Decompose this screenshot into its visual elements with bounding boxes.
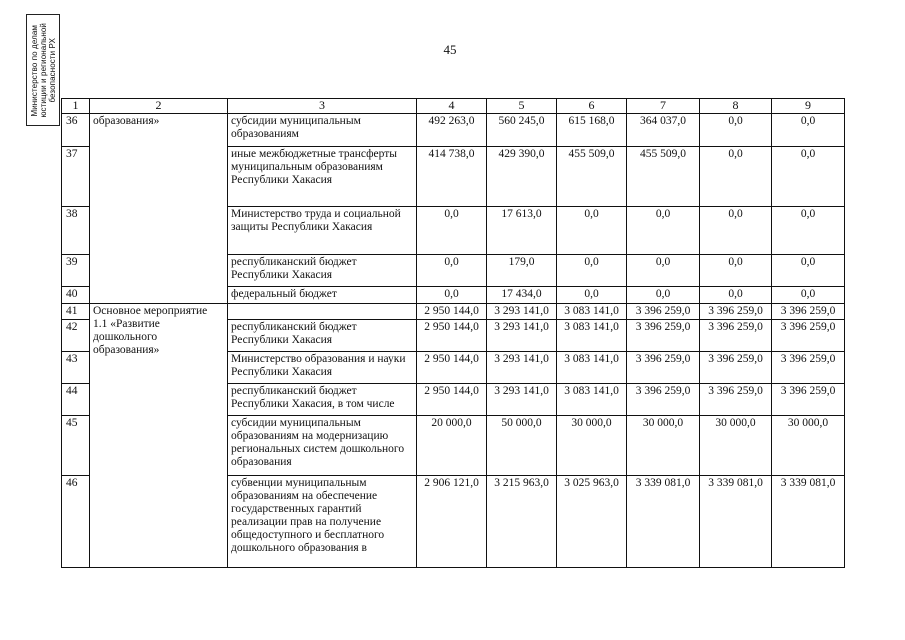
- value-cell: 3 396 259,0: [772, 320, 845, 352]
- value-cell: 50 000,0: [487, 416, 557, 476]
- row-number: 36: [62, 114, 90, 147]
- value-cell: 0,0: [700, 255, 772, 287]
- value-cell: 3 083 141,0: [557, 352, 627, 384]
- budget-table: [61, 98, 845, 568]
- value-cell: 492 263,0: [417, 114, 487, 147]
- value-cell: 2 950 144,0: [417, 352, 487, 384]
- row-number: 41: [62, 304, 90, 320]
- value-cell: 3 339 081,0: [627, 476, 700, 568]
- row-number: 40: [62, 287, 90, 304]
- value-cell: 0,0: [557, 287, 627, 304]
- value-cell: 3 025 963,0: [557, 476, 627, 568]
- row-number: 43: [62, 352, 90, 384]
- value-cell: 3 396 259,0: [700, 320, 772, 352]
- value-cell: 0,0: [772, 114, 845, 147]
- value-cell: 30 000,0: [700, 416, 772, 476]
- header-cell: 8: [700, 99, 772, 114]
- stamp-line: безопасности РХ: [47, 37, 57, 103]
- value-cell: 3 396 259,0: [627, 384, 700, 416]
- stamp-text: [30, 23, 57, 118]
- row-number: 44: [62, 384, 90, 416]
- table-row: [62, 114, 845, 147]
- header-row: [62, 99, 845, 114]
- value-cell: 0,0: [557, 255, 627, 287]
- group-label: Основное мероприятие 1.1 «Развитие дошкольного образования»: [90, 304, 228, 568]
- value-cell: 3 396 259,0: [627, 320, 700, 352]
- value-cell: 455 509,0: [557, 147, 627, 207]
- value-cell: 3 293 141,0: [487, 304, 557, 320]
- row-number: 39: [62, 255, 90, 287]
- value-cell: 3 396 259,0: [700, 304, 772, 320]
- value-cell: 0,0: [417, 255, 487, 287]
- row-description: федеральный бюджет: [228, 287, 417, 304]
- value-cell: 2 950 144,0: [417, 304, 487, 320]
- header-cell: 6: [557, 99, 627, 114]
- value-cell: 2 906 121,0: [417, 476, 487, 568]
- header-cell: 5: [487, 99, 557, 114]
- row-description: субвенции муниципальным образованиям на обеспечение государственных гарантий реализации прав на получение общедоступного и бесплатного дошкольного образования в: [228, 476, 417, 568]
- value-cell: 2 950 144,0: [417, 384, 487, 416]
- value-cell: 0,0: [417, 287, 487, 304]
- stamp-line: Министерство по делам: [29, 24, 39, 116]
- row-description: республиканский бюджет Республики Хакасия, в том числе: [228, 384, 417, 416]
- value-cell: 2 950 144,0: [417, 320, 487, 352]
- value-cell: 364 037,0: [627, 114, 700, 147]
- value-cell: 3 293 141,0: [487, 384, 557, 416]
- row-description: республиканский бюджет Республики Хакасия: [228, 320, 417, 352]
- group-label: образования»: [90, 114, 228, 304]
- row-number: 38: [62, 207, 90, 255]
- value-cell: 0,0: [700, 287, 772, 304]
- value-cell: 3 083 141,0: [557, 304, 627, 320]
- value-cell: 3 293 141,0: [487, 352, 557, 384]
- value-cell: 0,0: [772, 287, 845, 304]
- row-description: [228, 304, 417, 320]
- header-cell: 4: [417, 99, 487, 114]
- value-cell: 17 434,0: [487, 287, 557, 304]
- value-cell: 414 738,0: [417, 147, 487, 207]
- value-cell: 3 396 259,0: [627, 352, 700, 384]
- value-cell: 0,0: [700, 114, 772, 147]
- value-cell: 0,0: [772, 255, 845, 287]
- value-cell: 3 293 141,0: [487, 320, 557, 352]
- value-cell: 3 083 141,0: [557, 384, 627, 416]
- value-cell: 0,0: [772, 147, 845, 207]
- value-cell: 3 215 963,0: [487, 476, 557, 568]
- value-cell: 179,0: [487, 255, 557, 287]
- value-cell: 3 396 259,0: [627, 304, 700, 320]
- header-cell: 3: [228, 99, 417, 114]
- value-cell: 3 396 259,0: [772, 384, 845, 416]
- value-cell: 455 509,0: [627, 147, 700, 207]
- row-number: 46: [62, 476, 90, 568]
- value-cell: 3 083 141,0: [557, 320, 627, 352]
- value-cell: 0,0: [700, 147, 772, 207]
- header-cell: 7: [627, 99, 700, 114]
- value-cell: 30 000,0: [557, 416, 627, 476]
- row-number: 37: [62, 147, 90, 207]
- value-cell: 3 396 259,0: [700, 384, 772, 416]
- value-cell: 3 339 081,0: [700, 476, 772, 568]
- row-number: 45: [62, 416, 90, 476]
- value-cell: 3 396 259,0: [700, 352, 772, 384]
- value-cell: 0,0: [627, 207, 700, 255]
- row-description: Министерство образования и науки Республики Хакасия: [228, 352, 417, 384]
- value-cell: 3 396 259,0: [772, 304, 845, 320]
- row-description: субсидии муниципальным образованиям на модернизацию региональных систем дошкольного образования: [228, 416, 417, 476]
- row-description: иные межбюджетные трансферты муниципальным образованиям Республики Хакасия: [228, 147, 417, 207]
- row-number: 42: [62, 320, 90, 352]
- row-description: субсидии муниципальным образованиям: [228, 114, 417, 147]
- value-cell: 3 396 259,0: [772, 352, 845, 384]
- value-cell: 0,0: [417, 207, 487, 255]
- header-cell: 1: [62, 99, 90, 114]
- value-cell: 429 390,0: [487, 147, 557, 207]
- header-cell: 9: [772, 99, 845, 114]
- value-cell: 0,0: [772, 207, 845, 255]
- page-number: 45: [443, 42, 457, 57]
- value-cell: 0,0: [700, 207, 772, 255]
- registration-stamp: [26, 14, 60, 126]
- value-cell: 615 168,0: [557, 114, 627, 147]
- row-description: Министерство труда и социальной защиты Республики Хакасия: [228, 207, 417, 255]
- value-cell: 0,0: [557, 207, 627, 255]
- header-cell: 2: [90, 99, 228, 114]
- value-cell: 3 339 081,0: [772, 476, 845, 568]
- value-cell: 20 000,0: [417, 416, 487, 476]
- value-cell: 30 000,0: [627, 416, 700, 476]
- value-cell: 30 000,0: [772, 416, 845, 476]
- row-description: республиканский бюджет Республики Хакасия: [228, 255, 417, 287]
- value-cell: 17 613,0: [487, 207, 557, 255]
- value-cell: 0,0: [627, 255, 700, 287]
- value-cell: 0,0: [627, 287, 700, 304]
- stamp-line: юстиции и региональной: [38, 22, 48, 118]
- value-cell: 560 245,0: [487, 114, 557, 147]
- table-row: [62, 304, 845, 320]
